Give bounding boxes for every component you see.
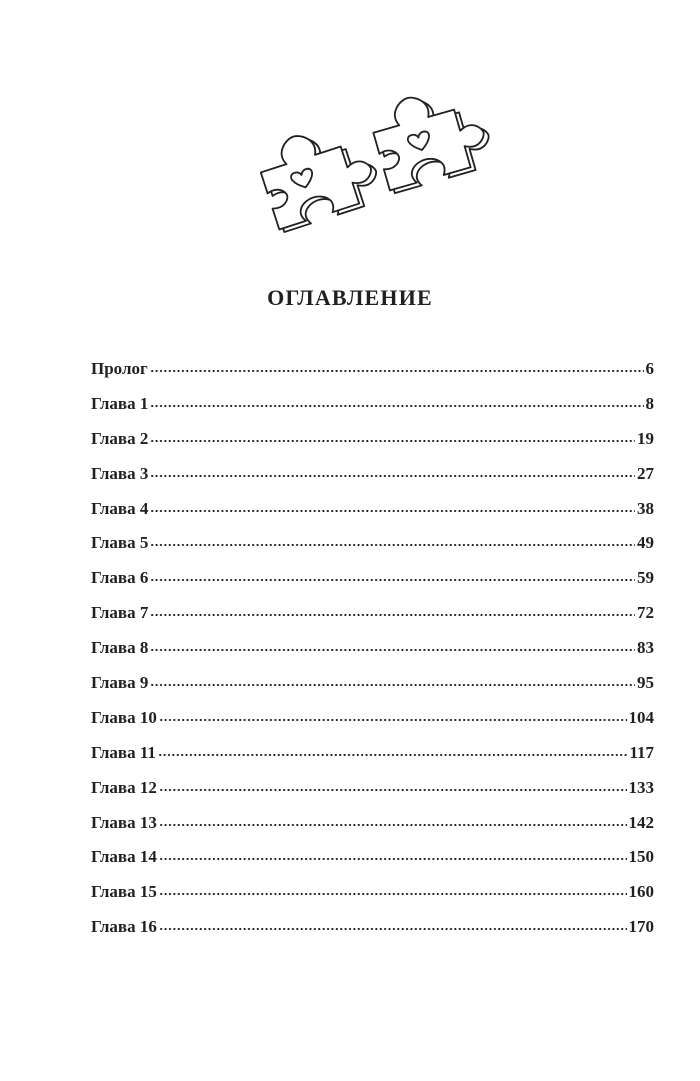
table-of-contents — [91, 359, 654, 952]
dot-leader — [150, 683, 635, 687]
dot-leader — [150, 369, 644, 373]
toc-entry — [91, 394, 654, 429]
toc-entry — [91, 708, 654, 743]
dot-leader — [150, 509, 635, 513]
toc-entry-page-number: 38 — [637, 498, 654, 518]
page-title: ОГЛАВЛЕНИЕ — [267, 285, 433, 310]
dot-leader — [159, 823, 627, 827]
dot-leader — [150, 404, 643, 408]
toc-entry — [91, 499, 654, 534]
toc-entry-label: Глава 5 — [91, 533, 149, 553]
dot-leader — [150, 613, 635, 617]
toc-entry-label: Глава 3 — [91, 463, 149, 483]
toc-entry-page-number: 6 — [645, 359, 654, 378]
toc-entry — [91, 638, 654, 673]
toc-entry-label: Глава 15 — [91, 882, 157, 902]
toc-entry-label: Глава 1 — [91, 393, 149, 413]
toc-entry — [91, 847, 654, 882]
toc-entry-label: Глава 12 — [91, 777, 157, 797]
toc-entry — [91, 882, 654, 917]
toc-entry-label: Пролог — [91, 359, 148, 378]
dot-leader — [159, 927, 627, 931]
toc-entry-label: Глава 10 — [91, 707, 157, 727]
toc-entry — [91, 813, 654, 848]
dot-leader — [150, 578, 635, 582]
dot-leader — [159, 857, 627, 861]
toc-entry-label: Глава 16 — [91, 917, 157, 937]
dot-leader — [158, 753, 628, 757]
toc-entry — [91, 464, 654, 499]
toc-entry-label: Глава 9 — [91, 673, 149, 693]
toc-entry — [91, 673, 654, 708]
toc-entry — [91, 429, 654, 464]
dot-leader — [159, 788, 627, 792]
toc-entry-page-number: 104 — [628, 707, 654, 727]
toc-entry-page-number: 133 — [628, 777, 654, 797]
toc-entry-page-number: 95 — [637, 673, 654, 693]
toc-entry-page-number: 27 — [637, 463, 654, 483]
toc-entry — [91, 359, 654, 394]
toc-entry-page-number: 117 — [629, 742, 654, 762]
toc-entry — [91, 917, 654, 952]
toc-entry — [91, 778, 654, 813]
toc-entry — [91, 743, 654, 778]
toc-entry-page-number: 8 — [645, 393, 654, 413]
toc-entry-label: Глава 4 — [91, 498, 149, 518]
toc-entry-page-number: 59 — [637, 568, 654, 588]
puzzle-hearts-icon — [240, 66, 510, 266]
toc-entry-page-number: 150 — [628, 847, 654, 867]
dot-leader — [150, 543, 635, 547]
toc-entry-label: Глава 6 — [91, 568, 149, 588]
toc-entry-label: Глава 7 — [91, 603, 149, 623]
toc-entry-label: Глава 11 — [91, 742, 156, 762]
toc-entry-page-number: 160 — [628, 882, 654, 902]
dot-leader — [159, 892, 627, 896]
dot-leader — [150, 439, 635, 443]
dot-leader — [150, 648, 635, 652]
toc-entry-label: Глава 2 — [91, 428, 149, 448]
toc-entry — [91, 603, 654, 638]
toc-entry-page-number: 83 — [637, 638, 654, 658]
toc-entry-label: Глава 13 — [91, 812, 157, 832]
toc-entry-page-number: 142 — [628, 812, 654, 832]
dot-leader — [150, 474, 635, 478]
toc-entry-page-number: 170 — [628, 917, 654, 937]
toc-entry-label: Глава 8 — [91, 638, 149, 658]
toc-entry-page-number: 19 — [637, 428, 654, 448]
toc-entry — [91, 568, 654, 603]
toc-entry-page-number: 72 — [637, 603, 654, 623]
toc-entry-label: Глава 14 — [91, 847, 157, 867]
toc-entry-page-number: 49 — [637, 533, 654, 553]
dot-leader — [159, 718, 627, 722]
toc-entry — [91, 533, 654, 568]
